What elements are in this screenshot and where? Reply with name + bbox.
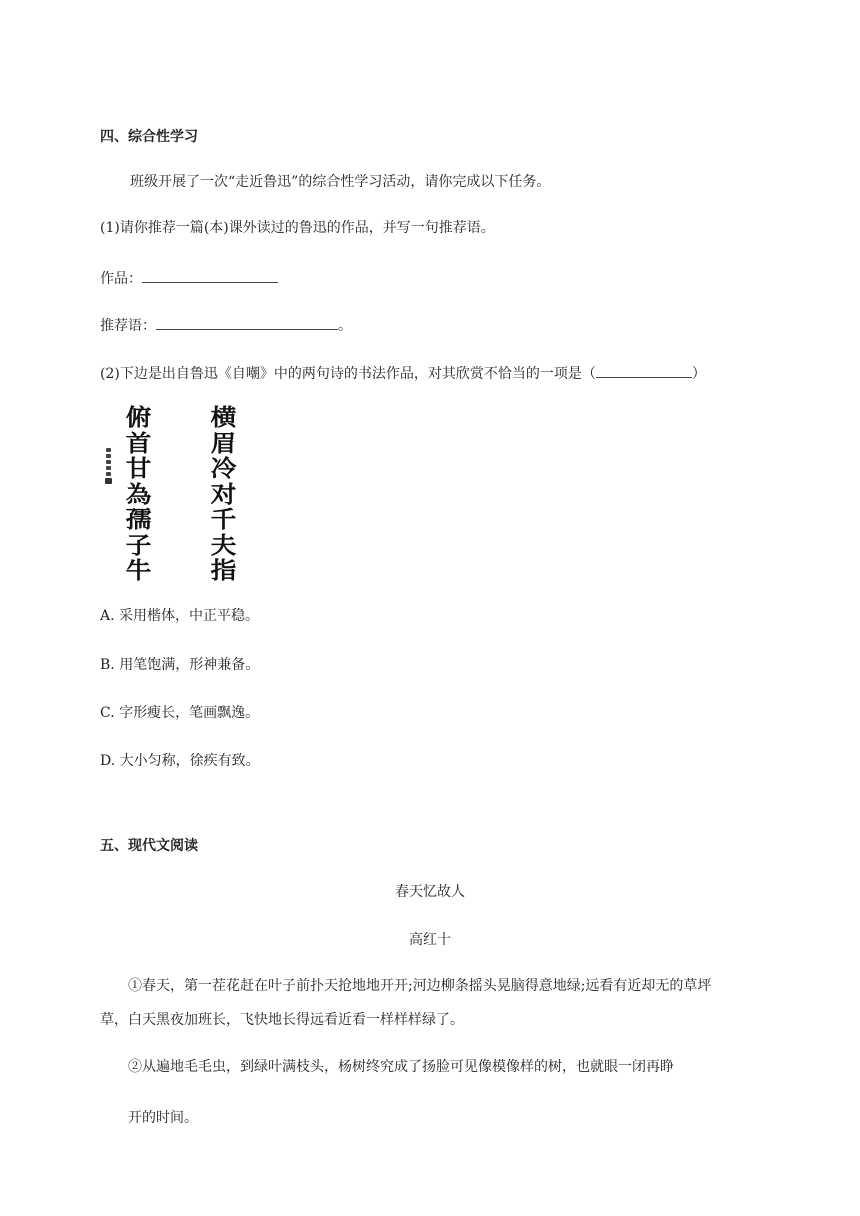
option-a[interactable]: A. 采用楷体，中正平稳。 [100, 608, 260, 624]
paragraph-2-line-1: ②从遍地毛毛虫，到绿叶满枝头，杨树终究成了扬脸可见像模像样的树，也就眼一闭再睁 [128, 1059, 674, 1075]
option-d[interactable]: D. 大小匀称，徐疾有致。 [100, 753, 260, 769]
recommend-label: 推荐语： [100, 318, 156, 334]
recommend-answer-blank[interactable] [156, 315, 338, 330]
calligraphy-char: 横 [210, 404, 236, 431]
question-1: (1)请你推荐一篇(本)课外读过的鲁迅的作品，并写一句推荐语。 [100, 220, 495, 236]
recommend-answer-row [100, 315, 352, 336]
paragraph-1-line-1: ①春天，第一茬花赶在叶子前扑天抢地地开开;河边柳条摇头晃脑得意地绿;远看有近却无的草坪 [128, 978, 712, 994]
activity-intro: 班级开展了一次“走近鲁迅”的综合性学习活动，请你完成以下任务。 [130, 174, 551, 190]
calligraphy-right-column [203, 405, 243, 584]
question-2-answer-blank[interactable] [596, 363, 692, 378]
calligraphy-artwork [108, 405, 258, 583]
question-2 [100, 363, 706, 384]
article-author: 高红十 [409, 932, 451, 948]
question-2-close-paren: ） [691, 366, 706, 382]
work-answer-blank[interactable] [142, 268, 278, 283]
question-2-text: (2)下边是出自鲁迅《自嘲》中的两句诗的书法作品，对其欣赏不恰当的一项是（ [100, 366, 596, 382]
calligraphy-char: 首 [125, 429, 151, 457]
calligraphy-left-column [118, 405, 158, 584]
calligraphy-char: 為 [125, 480, 151, 508]
option-c[interactable]: C. 字形瘦长，笔画飘逸。 [100, 705, 260, 721]
calligraphy-char: 孺 [125, 506, 151, 533]
calligraphy-char: 夫 [210, 531, 236, 559]
article-title: 春天忆故人 [395, 884, 465, 900]
calligraphy-char: 眉 [210, 429, 236, 457]
calligraphy-char: 指 [210, 557, 236, 584]
option-b[interactable]: B. 用笔饱满，形神兼备。 [100, 657, 260, 673]
section-heading-modern-reading: 五、现代文阅读 [100, 838, 198, 854]
work-label: 作品： [100, 271, 142, 287]
calligraphy-char: 俯 [125, 404, 151, 431]
section-heading-comprehensive-learning: 四、综合性学习 [100, 129, 198, 145]
paragraph-1-line-2: 草，白天黑夜加班长，飞快地长得远看近看一样样样绿了。 [100, 1012, 464, 1028]
recommend-end-mark: 。 [338, 318, 352, 334]
calligraphy-char: 对 [210, 480, 236, 508]
calligraphy-char: 甘 [125, 455, 151, 482]
calligraphy-char: 子 [125, 531, 151, 559]
paragraph-2-line-2: 开的时间。 [128, 1110, 198, 1126]
calligraphy-char: 千 [210, 506, 236, 533]
calligraphy-char: 冷 [210, 455, 236, 482]
work-answer-row [100, 268, 278, 289]
calligraphy-char: 牛 [125, 557, 151, 584]
